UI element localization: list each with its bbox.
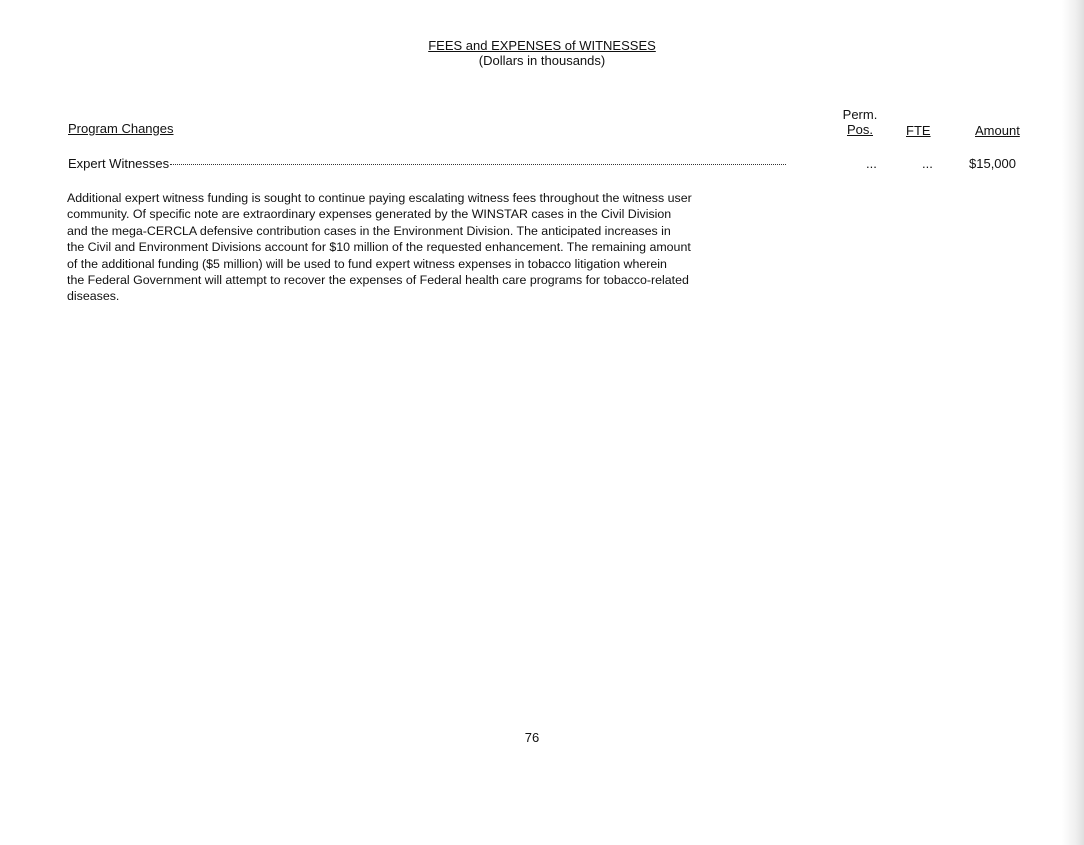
paragraph-line: community. Of specific note are extraordinary expenses generated by the WINSTAR cases in the Civil Division	[67, 207, 672, 222]
paragraph-line: diseases.	[67, 289, 120, 304]
paragraph-line: Additional expert witness funding is sought to continue paying escalating witness fees throughout the witness user	[67, 191, 692, 205]
pos-header-line2: Pos.	[846, 122, 873, 137]
row-label: Expert Witnesses	[68, 156, 170, 171]
document-subtitle: (Dollars in thousands)	[478, 53, 606, 68]
document-title-block	[0, 38, 1084, 68]
perm-pos-column-header	[836, 107, 884, 137]
row-amount-value: $15,000	[969, 156, 1016, 171]
paragraph-line: the Civil and Environment Divisions account for $10 million of the requested enhancement. The remaining amount	[67, 240, 691, 255]
document-title: FEES and EXPENSES of WITNESSES	[428, 38, 656, 53]
paragraph-line: the Federal Government will attempt to recover the expenses of Federal health care programs for tobacco-related	[67, 273, 689, 288]
fte-column-header: FTE	[906, 123, 931, 138]
scan-edge-shadow	[1062, 0, 1084, 845]
row-fte-value: ...	[922, 156, 933, 171]
expert-witnesses-row	[68, 156, 786, 171]
amount-column-header: Amount	[975, 123, 1020, 138]
paragraph-line: of the additional funding ($5 million) will be used to fund expert witness expenses in tobacco litigation wherein	[67, 256, 667, 271]
program-changes-heading: Program Changes	[68, 121, 174, 136]
dot-leader	[170, 164, 786, 165]
paragraph-line: and the mega-CERCLA defensive contribution cases in the Environment Division. The anticipated increases in	[67, 223, 671, 238]
perm-header-line1: Perm.	[842, 107, 878, 122]
justification-paragraph	[67, 190, 767, 305]
page-number: 76	[524, 730, 540, 745]
row-perm-pos-value: ...	[866, 156, 877, 171]
